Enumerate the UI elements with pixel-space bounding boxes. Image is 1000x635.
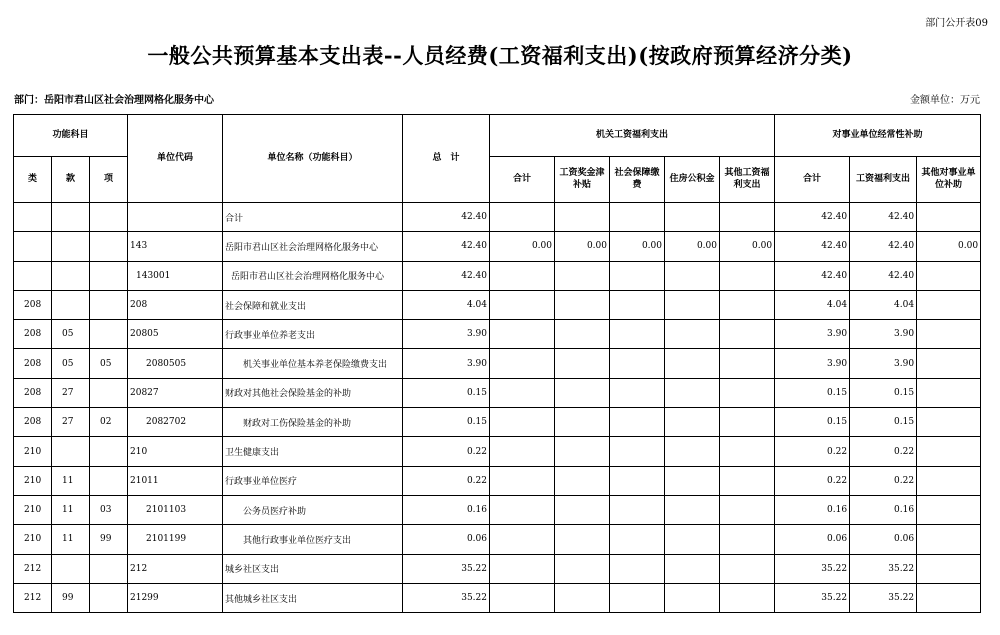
cell-org-bonus — [555, 378, 610, 407]
cell-org-total — [490, 437, 555, 466]
cell-org-social — [610, 261, 665, 290]
cell-org-social — [610, 437, 665, 466]
header-ins-group: 对事业单位经常性补助 — [775, 115, 981, 157]
table-row — [14, 290, 981, 319]
cell-org-housing — [665, 408, 720, 437]
header-org-other: 其他工资福利支出 — [720, 157, 775, 203]
cell-org-other — [720, 203, 775, 232]
cell-class: 210 — [14, 525, 52, 554]
cell-ins-other — [917, 261, 981, 290]
cell-org-housing — [665, 583, 720, 612]
cell-ins-other — [917, 349, 981, 378]
cell-ins-other: 0.00 — [917, 232, 981, 261]
cell-xiang — [90, 203, 128, 232]
cell-ins-total: 42.40 — [775, 203, 850, 232]
cell-ins-wage: 35.22 — [850, 583, 917, 612]
cell-class: 212 — [14, 583, 52, 612]
cell-ins-wage: 0.16 — [850, 495, 917, 524]
cell-unit-name: 行政事业单位养老支出 — [223, 320, 403, 349]
cell-class: 208 — [14, 378, 52, 407]
cell-unit-code: 210 — [128, 437, 223, 466]
cell-org-total — [490, 583, 555, 612]
cell-org-housing — [665, 495, 720, 524]
cell-kuan: 27 — [52, 378, 90, 407]
cell-org-other: 0.00 — [720, 232, 775, 261]
cell-unit-name: 岳阳市君山区社会治理网格化服务中心 — [223, 232, 403, 261]
cell-xiang — [90, 261, 128, 290]
cell-kuan — [52, 437, 90, 466]
cell-org-total — [490, 495, 555, 524]
cell-org-social — [610, 320, 665, 349]
cell-ins-other — [917, 525, 981, 554]
header-ins-total: 合计 — [775, 157, 850, 203]
cell-org-social — [610, 408, 665, 437]
cell-org-total — [490, 203, 555, 232]
cell-xiang: 99 — [90, 525, 128, 554]
cell-org-total: 0.00 — [490, 232, 555, 261]
cell-unit-name: 社会保障和就业支出 — [223, 290, 403, 319]
cell-org-social — [610, 466, 665, 495]
cell-kuan: 27 — [52, 408, 90, 437]
department-label: 部门：岳阳市君山区社会治理网格化服务中心 — [14, 95, 214, 106]
cell-xiang — [90, 466, 128, 495]
cell-org-housing — [665, 290, 720, 319]
cell-org-social — [610, 290, 665, 319]
cell-ins-other — [917, 554, 981, 583]
cell-unit-code: 212 — [128, 554, 223, 583]
cell-ins-wage: 42.40 — [850, 232, 917, 261]
cell-xiang — [90, 378, 128, 407]
cell-ins-total: 35.22 — [775, 583, 850, 612]
cell-kuan: 05 — [52, 320, 90, 349]
cell-unit-code: 208 — [128, 290, 223, 319]
cell-org-bonus — [555, 525, 610, 554]
cell-ins-wage: 3.90 — [850, 349, 917, 378]
form-number: 部门公开表09 — [925, 18, 988, 29]
cell-unit-code: 2082702 — [128, 408, 223, 437]
cell-org-social — [610, 525, 665, 554]
cell-org-total — [490, 378, 555, 407]
table-row — [14, 466, 981, 495]
cell-org-other — [720, 408, 775, 437]
table-row — [14, 378, 981, 407]
cell-xiang — [90, 232, 128, 261]
cell-class — [14, 261, 52, 290]
header-org-total: 合计 — [490, 157, 555, 203]
cell-ins-total: 42.40 — [775, 261, 850, 290]
header-kuan: 款 — [52, 157, 90, 203]
cell-ins-total: 0.06 — [775, 525, 850, 554]
cell-ins-other — [917, 378, 981, 407]
cell-org-other — [720, 378, 775, 407]
cell-kuan — [52, 232, 90, 261]
cell-class — [14, 232, 52, 261]
cell-unit-code: 2101103 — [128, 495, 223, 524]
cell-total: 0.15 — [403, 378, 490, 407]
cell-unit-name: 财政对其他社会保险基金的补助 — [223, 378, 403, 407]
table-row — [14, 408, 981, 437]
header-unit-code: 单位代码 — [128, 115, 223, 203]
cell-ins-wage: 42.40 — [850, 203, 917, 232]
header-total: 总 计 — [403, 115, 490, 203]
cell-org-other — [720, 261, 775, 290]
cell-org-social — [610, 378, 665, 407]
header-func-subject: 功能科目 — [14, 115, 128, 157]
cell-unit-name: 卫生健康支出 — [223, 437, 403, 466]
cell-ins-wage: 35.22 — [850, 554, 917, 583]
cell-org-bonus — [555, 554, 610, 583]
cell-ins-other — [917, 437, 981, 466]
cell-org-social — [610, 203, 665, 232]
cell-org-bonus — [555, 583, 610, 612]
header-org-social: 社会保障缴费 — [610, 157, 665, 203]
cell-ins-wage: 0.22 — [850, 437, 917, 466]
cell-total: 3.90 — [403, 320, 490, 349]
cell-org-bonus — [555, 320, 610, 349]
cell-ins-total: 0.15 — [775, 378, 850, 407]
table-row — [14, 261, 981, 290]
cell-kuan — [52, 554, 90, 583]
cell-xiang — [90, 320, 128, 349]
cell-ins-wage: 42.40 — [850, 261, 917, 290]
cell-total: 0.06 — [403, 525, 490, 554]
cell-org-bonus — [555, 408, 610, 437]
cell-ins-total: 0.15 — [775, 408, 850, 437]
cell-kuan — [52, 261, 90, 290]
cell-org-housing: 0.00 — [665, 232, 720, 261]
header-xiang: 项 — [90, 157, 128, 203]
cell-xiang — [90, 554, 128, 583]
cell-class: 212 — [14, 554, 52, 583]
cell-ins-total: 3.90 — [775, 320, 850, 349]
cell-org-other — [720, 466, 775, 495]
cell-class: 208 — [14, 349, 52, 378]
cell-class: 210 — [14, 466, 52, 495]
cell-total: 42.40 — [403, 203, 490, 232]
cell-org-total — [490, 320, 555, 349]
cell-unit-code: 2101199 — [128, 525, 223, 554]
cell-org-total — [490, 290, 555, 319]
cell-org-social — [610, 583, 665, 612]
cell-unit-name: 公务员医疗补助 — [223, 495, 403, 524]
cell-unit-name: 其他城乡社区支出 — [223, 583, 403, 612]
cell-ins-total: 42.40 — [775, 232, 850, 261]
cell-ins-wage: 3.90 — [850, 320, 917, 349]
header-unit-name: 单位名称（功能科目） — [223, 115, 403, 203]
cell-unit-name: 城乡社区支出 — [223, 554, 403, 583]
cell-org-other — [720, 349, 775, 378]
cell-total: 3.90 — [403, 349, 490, 378]
header-org-group: 机关工资福利支出 — [490, 115, 775, 157]
cell-org-bonus — [555, 290, 610, 319]
cell-unit-code: 2080505 — [128, 349, 223, 378]
table-body — [14, 203, 981, 613]
cell-class: 208 — [14, 408, 52, 437]
cell-unit-code: 21011 — [128, 466, 223, 495]
cell-ins-other — [917, 583, 981, 612]
cell-class: 208 — [14, 290, 52, 319]
cell-xiang — [90, 437, 128, 466]
header-org-bonus: 工资奖金津补贴 — [555, 157, 610, 203]
cell-org-other — [720, 437, 775, 466]
cell-org-total — [490, 554, 555, 583]
cell-total: 42.40 — [403, 261, 490, 290]
table-row — [14, 525, 981, 554]
cell-ins-total: 4.04 — [775, 290, 850, 319]
cell-total: 0.22 — [403, 466, 490, 495]
cell-ins-total: 35.22 — [775, 554, 850, 583]
cell-org-total — [490, 349, 555, 378]
cell-ins-wage: 4.04 — [850, 290, 917, 319]
cell-kuan — [52, 203, 90, 232]
table-row — [14, 232, 981, 261]
cell-org-social — [610, 554, 665, 583]
cell-xiang: 03 — [90, 495, 128, 524]
cell-org-social — [610, 495, 665, 524]
cell-class: 210 — [14, 495, 52, 524]
cell-unit-code: 21299 — [128, 583, 223, 612]
cell-org-other — [720, 554, 775, 583]
cell-ins-wage: 0.06 — [850, 525, 917, 554]
cell-ins-other — [917, 203, 981, 232]
cell-unit-name: 财政对工伤保险基金的补助 — [223, 408, 403, 437]
header-ins-other: 其他对事业单位补助 — [917, 157, 981, 203]
cell-kuan: 11 — [52, 525, 90, 554]
cell-unit-code: 20805 — [128, 320, 223, 349]
header-class: 类 — [14, 157, 52, 203]
cell-class: 208 — [14, 320, 52, 349]
cell-total: 42.40 — [403, 232, 490, 261]
cell-class — [14, 203, 52, 232]
cell-xiang — [90, 583, 128, 612]
cell-org-housing — [665, 525, 720, 554]
page-title: 一般公共预算基本支出表--人员经费(工资福利支出)(按政府预算经济分类) — [147, 43, 853, 68]
cell-total: 0.16 — [403, 495, 490, 524]
cell-xiang: 05 — [90, 349, 128, 378]
cell-unit-name: 合计 — [223, 203, 403, 232]
cell-ins-total: 0.22 — [775, 437, 850, 466]
cell-xiang: 02 — [90, 408, 128, 437]
cell-ins-other — [917, 290, 981, 319]
cell-kuan: 11 — [52, 495, 90, 524]
cell-ins-other — [917, 495, 981, 524]
cell-org-housing — [665, 203, 720, 232]
header-ins-wage: 工资福利支出 — [850, 157, 917, 203]
cell-org-bonus: 0.00 — [555, 232, 610, 261]
cell-org-total — [490, 466, 555, 495]
cell-ins-wage: 0.15 — [850, 378, 917, 407]
cell-org-bonus — [555, 349, 610, 378]
expenditure-table — [13, 114, 981, 613]
amount-unit-label: 金额单位：万元 — [910, 95, 980, 106]
table-row — [14, 349, 981, 378]
cell-unit-code: 143001 — [128, 261, 223, 290]
cell-org-housing — [665, 378, 720, 407]
cell-total: 0.22 — [403, 437, 490, 466]
cell-org-bonus — [555, 261, 610, 290]
cell-ins-other — [917, 320, 981, 349]
cell-org-other — [720, 320, 775, 349]
cell-org-housing — [665, 554, 720, 583]
cell-unit-name: 机关事业单位基本养老保险缴费支出 — [223, 349, 403, 378]
cell-org-social: 0.00 — [610, 232, 665, 261]
table-row — [14, 583, 981, 612]
cell-org-housing — [665, 261, 720, 290]
table-row — [14, 437, 981, 466]
cell-org-bonus — [555, 203, 610, 232]
table-row — [14, 203, 981, 232]
cell-org-housing — [665, 437, 720, 466]
cell-ins-other — [917, 466, 981, 495]
cell-kuan: 05 — [52, 349, 90, 378]
cell-kuan: 11 — [52, 466, 90, 495]
cell-unit-code: 143 — [128, 232, 223, 261]
cell-org-total — [490, 525, 555, 554]
cell-ins-wage: 0.22 — [850, 466, 917, 495]
table-row — [14, 495, 981, 524]
cell-org-other — [720, 290, 775, 319]
table-row — [14, 554, 981, 583]
cell-ins-total: 3.90 — [775, 349, 850, 378]
cell-total: 35.22 — [403, 554, 490, 583]
cell-ins-total: 0.16 — [775, 495, 850, 524]
cell-org-bonus — [555, 466, 610, 495]
cell-org-other — [720, 583, 775, 612]
cell-org-housing — [665, 466, 720, 495]
cell-total: 0.15 — [403, 408, 490, 437]
cell-total: 4.04 — [403, 290, 490, 319]
cell-unit-name: 岳阳市君山区社会治理网格化服务中心 — [223, 261, 403, 290]
cell-xiang — [90, 290, 128, 319]
cell-unit-code: 20827 — [128, 378, 223, 407]
cell-org-bonus — [555, 495, 610, 524]
cell-kuan: 99 — [52, 583, 90, 612]
cell-unit-name: 行政事业单位医疗 — [223, 466, 403, 495]
cell-total: 35.22 — [403, 583, 490, 612]
cell-unit-code — [128, 203, 223, 232]
header-org-housing: 住房公积金 — [665, 157, 720, 203]
cell-ins-other — [917, 408, 981, 437]
cell-org-total — [490, 408, 555, 437]
cell-org-total — [490, 261, 555, 290]
cell-ins-wage: 0.15 — [850, 408, 917, 437]
cell-unit-name: 其他行政事业单位医疗支出 — [223, 525, 403, 554]
cell-org-other — [720, 525, 775, 554]
cell-org-social — [610, 349, 665, 378]
cell-org-bonus — [555, 437, 610, 466]
cell-kuan — [52, 290, 90, 319]
table-row — [14, 320, 981, 349]
cell-org-housing — [665, 349, 720, 378]
cell-class: 210 — [14, 437, 52, 466]
cell-org-other — [720, 495, 775, 524]
cell-ins-total: 0.22 — [775, 466, 850, 495]
cell-org-housing — [665, 320, 720, 349]
